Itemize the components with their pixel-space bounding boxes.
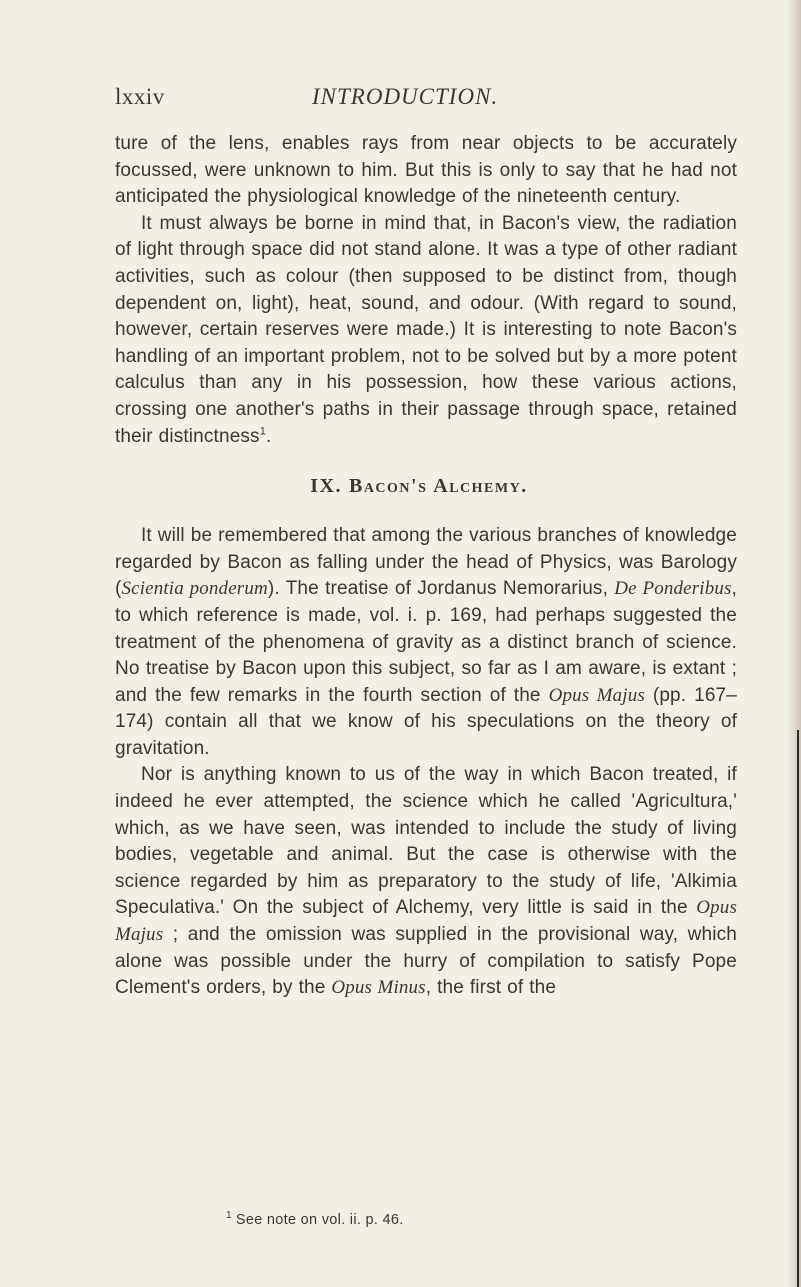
italic-title: Opus Majus bbox=[115, 897, 737, 946]
footnote-reference: 1 bbox=[259, 425, 266, 438]
footnote bbox=[226, 1212, 404, 1228]
body-text bbox=[115, 131, 737, 1002]
italic-title: Opus Minus bbox=[331, 977, 426, 999]
paragraph-barology bbox=[115, 523, 737, 762]
text-run: It will be remembered that among the various branches of knowledge regarded by Bacon as falling under the head of Physics, was Barology ( bbox=[115, 525, 737, 600]
section-heading: IX. Bacon's Alchemy. bbox=[310, 475, 528, 498]
text-run: , the first of the bbox=[425, 977, 557, 999]
footnote-text: See note on vol. ii. p. 46. bbox=[235, 1212, 404, 1228]
page-edge-line bbox=[797, 730, 799, 1287]
running-title: INTRODUCTION. bbox=[312, 84, 499, 109]
paragraph-continued: ture of the lens, enables rays from near objects to be accurately focussed, were unknown to him. But this is only to say that he had not anticipated the physiological knowledge of the nineteenth century. bbox=[115, 133, 737, 208]
footnote-number: 1 bbox=[226, 1210, 232, 1222]
paragraph-alchemy bbox=[115, 762, 737, 1001]
text-run: (pp. 167–174) contain all that we know of his speculations on the theory of gravitation. bbox=[115, 684, 737, 759]
italic-title: Scientia ponderum bbox=[121, 578, 268, 600]
text-run: Nor is anything known to us of the way in which Bacon treated, if indeed he ever attempted, the science which he called 'Agricultura,' which, as we have seen, was intended to include the study of living bodies, vegetable and animal. But the case is otherwise with the science regarded by him as preparatory to the study of life, 'Alkimia Speculativa.' On the subject of Alchemy, very little is said in the bbox=[115, 764, 737, 919]
text-run: ; and the omission was supplied in the provisional way, which alone was possible under the hurry of compilation to satisfy Pope Clement's orders, by the bbox=[115, 924, 737, 999]
paragraph-radiation bbox=[115, 211, 737, 450]
italic-title: De Ponderibus bbox=[614, 578, 732, 600]
italic-title: Opus Majus bbox=[548, 684, 645, 706]
paragraph-radiation-end: . bbox=[266, 425, 272, 447]
page-number: lxxiv bbox=[115, 84, 165, 109]
page-header bbox=[115, 84, 735, 124]
text-run: , to which reference is made, vol. i. p. 169, had perhaps suggested the treatment of the phenomena of gravity as a distinct branch of science. No treatise by Bacon upon this subject, so far as I am aware, is extant ; and the few remarks in the fourth section of the bbox=[115, 578, 737, 706]
paragraph-radiation-text: It must always be borne in mind that, in Bacon's view, the radiation of light through space did not stand alone. It was a type of other radiant activities, such as colour (then supposed to be distinct from, though dependent on, light), heat, sound, and odour. (With regard to sound, however, certain reserves were made.) It is interesting to note Bacon's handling of an important problem, not to be solved but by a more potent calculus than any in his possession, how these various actions, crossing one another's paths in their passage through space, retained their distinctness bbox=[115, 212, 737, 447]
text-run: ). The treatise of Jordanus Nemorarius, bbox=[267, 578, 615, 600]
